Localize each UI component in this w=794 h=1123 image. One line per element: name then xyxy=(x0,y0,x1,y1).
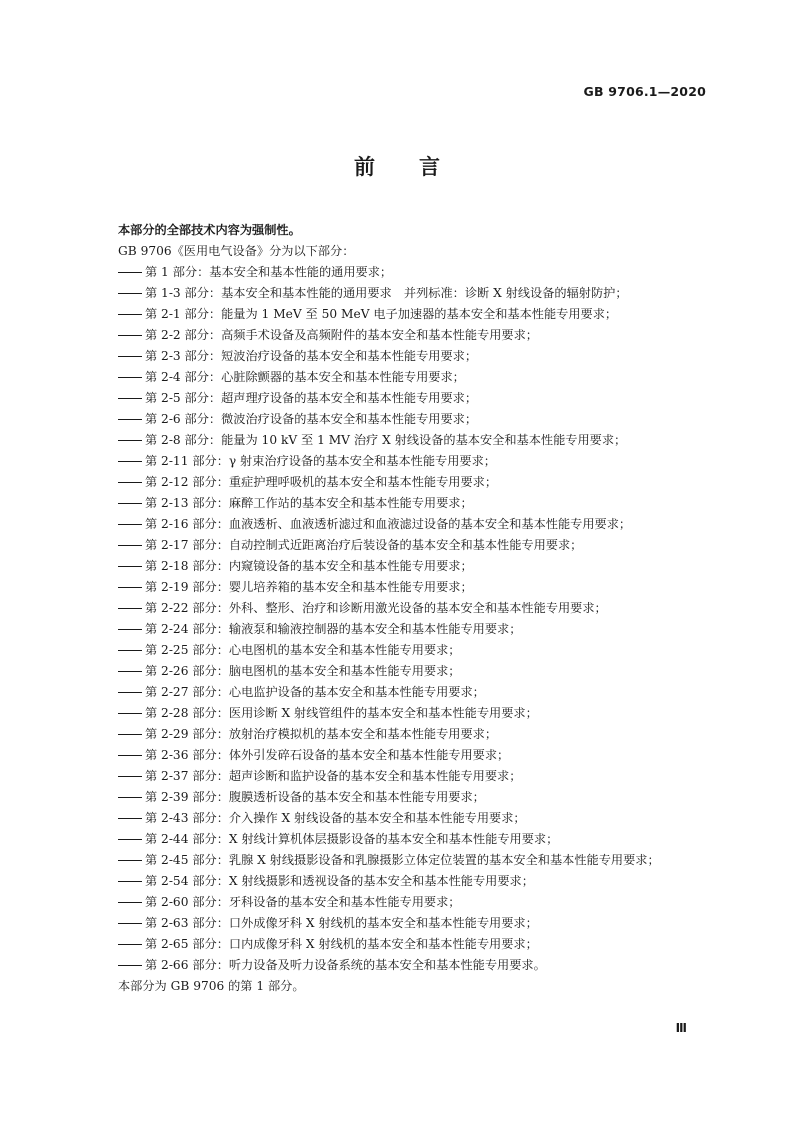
list-item xyxy=(118,829,710,850)
em-dash-marker xyxy=(118,377,142,378)
list-item-text: 第 2-54 部分：X 射线摄影和透视设备的基本安全和基本性能专用要求； xyxy=(145,874,534,888)
em-dash-marker xyxy=(118,671,142,672)
list-item xyxy=(118,787,710,808)
em-dash-marker xyxy=(118,713,142,714)
em-dash-marker xyxy=(118,566,142,567)
foreword-body xyxy=(118,220,710,997)
em-dash-marker xyxy=(118,293,142,294)
list-item-text: 第 2-44 部分：X 射线计算机体层摄影设备的基本安全和基本性能专用要求； xyxy=(145,832,559,846)
list-item xyxy=(118,577,710,598)
list-item xyxy=(118,682,710,703)
list-item xyxy=(118,598,710,619)
list-item-text: 第 2-65 部分：口内成像牙科 X 射线机的基本安全和基本性能专用要求； xyxy=(145,937,538,951)
list-item-text: 第 2-5 部分：超声理疗设备的基本安全和基本性能专用要求； xyxy=(145,391,478,405)
em-dash-marker xyxy=(118,503,142,504)
list-item-text: 第 2-27 部分：心电监护设备的基本安全和基本性能专用要求； xyxy=(145,685,485,699)
list-item-text: 第 2-13 部分：麻醉工作站的基本安全和基本性能专用要求； xyxy=(145,496,473,510)
em-dash-marker xyxy=(118,692,142,693)
list-item xyxy=(118,409,710,430)
list-item xyxy=(118,451,710,472)
em-dash-marker xyxy=(118,524,142,525)
em-dash-marker xyxy=(118,839,142,840)
list-item-text: 第 2-16 部分：血液透析、血液透析滤过和血液滤过设备的基本安全和基本性能专用要求； xyxy=(145,517,632,531)
list-item xyxy=(118,304,710,325)
em-dash-marker xyxy=(118,797,142,798)
list-item-text: 第 2-26 部分：脑电图机的基本安全和基本性能专用要求； xyxy=(145,664,461,678)
list-item xyxy=(118,535,710,556)
list-item-text: 第 2-17 部分：自动控制式近距离治疗后装设备的基本安全和基本性能专用要求； xyxy=(145,538,583,552)
em-dash-marker xyxy=(118,587,142,588)
list-item xyxy=(118,871,710,892)
em-dash-marker xyxy=(118,818,142,819)
list-item-text: 第 2-66 部分：听力设备及听力设备系统的基本安全和基本性能专用要求。 xyxy=(145,958,546,972)
em-dash-marker xyxy=(118,734,142,735)
list-item-text: 第 2-18 部分：内窥镜设备的基本安全和基本性能专用要求； xyxy=(145,559,473,573)
em-dash-marker xyxy=(118,755,142,756)
em-dash-marker xyxy=(118,923,142,924)
list-item-text: 第 2-19 部分：婴儿培养箱的基本安全和基本性能专用要求； xyxy=(145,580,473,594)
em-dash-marker xyxy=(118,944,142,945)
em-dash-marker xyxy=(118,440,142,441)
list-item xyxy=(118,745,710,766)
list-item xyxy=(118,724,710,745)
em-dash-marker xyxy=(118,398,142,399)
closing-text: 本部分为 GB 9706 的第 1 部分。 xyxy=(118,979,305,993)
list-item-text: 第 2-45 部分：乳腺 X 射线摄影设备和乳腺摄影立体定位装置的基本安全和基本性能专用要求； xyxy=(145,853,660,867)
list-item xyxy=(118,808,710,829)
list-item-text: 第 2-39 部分：腹膜透析设备的基本安全和基本性能专用要求； xyxy=(145,790,485,804)
list-item xyxy=(118,619,710,640)
em-dash-marker xyxy=(118,272,142,273)
em-dash-marker xyxy=(118,776,142,777)
em-dash-marker xyxy=(118,650,142,651)
list-item-text: 第 2-60 部分：牙科设备的基本安全和基本性能专用要求； xyxy=(145,895,461,909)
em-dash-marker xyxy=(118,860,142,861)
list-item-text: 第 2-8 部分：能量为 10 kV 至 1 MV 治疗 X 射线设备的基本安全和基本性能专用要求； xyxy=(145,433,627,447)
mandatory-note: 本部分的全部技术内容为强制性。 xyxy=(118,223,301,237)
list-item-text: 第 2-11 部分：γ 射束治疗设备的基本安全和基本性能专用要求； xyxy=(145,454,496,468)
list-item-text: 第 1 部分：基本安全和基本性能的通用要求； xyxy=(145,265,393,279)
list-item xyxy=(118,346,710,367)
list-item-text: 第 2-25 部分：心电图机的基本安全和基本性能专用要求； xyxy=(145,643,461,657)
list-item xyxy=(118,955,710,976)
em-dash-marker xyxy=(118,419,142,420)
list-item-text: 第 2-37 部分：超声诊断和监护设备的基本安全和基本性能专用要求； xyxy=(145,769,522,783)
list-item xyxy=(118,661,710,682)
page-number: Ⅲ xyxy=(675,1021,687,1035)
list-item xyxy=(118,556,710,577)
list-item-text: 第 2-1 部分：能量为 1 MeV 至 50 MeV 电子加速器的基本安全和基本性能专用要求； xyxy=(145,307,618,321)
em-dash-marker xyxy=(118,629,142,630)
list-item-text: 第 2-29 部分：放射治疗模拟机的基本安全和基本性能专用要求； xyxy=(145,727,498,741)
list-item xyxy=(118,472,710,493)
em-dash-marker xyxy=(118,482,142,483)
list-item xyxy=(118,892,710,913)
list-item xyxy=(118,913,710,934)
em-dash-marker xyxy=(118,461,142,462)
list-item xyxy=(118,850,710,871)
page-title: 前言 xyxy=(354,155,484,179)
list-item-text: 第 2-2 部分：高频手术设备及高频附件的基本安全和基本性能专用要求； xyxy=(145,328,538,342)
intro-text: GB 9706《医用电气设备》分为以下部分： xyxy=(118,244,355,258)
list-item-text: 第 2-12 部分：重症护理呼吸机的基本安全和基本性能专用要求； xyxy=(145,475,498,489)
list-item-text: 第 2-28 部分：医用诊断 X 射线管组件的基本安全和基本性能专用要求； xyxy=(145,706,538,720)
list-item-text: 第 2-43 部分：介入操作 X 射线设备的基本安全和基本性能专用要求； xyxy=(145,811,526,825)
list-item xyxy=(118,766,710,787)
em-dash-marker xyxy=(118,881,142,882)
list-item-text: 第 2-3 部分：短波治疗设备的基本安全和基本性能专用要求； xyxy=(145,349,478,363)
list-item xyxy=(118,640,710,661)
em-dash-marker xyxy=(118,545,142,546)
document-id: GB 9706.1—2020 xyxy=(583,84,706,99)
list-item xyxy=(118,934,710,955)
list-item-text: 第 2-22 部分：外科、整形、治疗和诊断用激光设备的基本安全和基本性能专用要求； xyxy=(145,601,607,615)
em-dash-marker xyxy=(118,902,142,903)
list-item xyxy=(118,283,710,304)
list-item-text: 第 2-36 部分：体外引发碎石设备的基本安全和基本性能专用要求； xyxy=(145,748,510,762)
list-item-text: 第 2-6 部分：微波治疗设备的基本安全和基本性能专用要求； xyxy=(145,412,478,426)
list-item xyxy=(118,703,710,724)
em-dash-marker xyxy=(118,608,142,609)
list-item-text: 第 2-63 部分：口外成像牙科 X 射线机的基本安全和基本性能专用要求； xyxy=(145,916,538,930)
list-item xyxy=(118,493,710,514)
list-item xyxy=(118,367,710,388)
list-item-text: 第 1-3 部分：基本安全和基本性能的通用要求 并列标准：诊断 X 射线设备的辐射防护； xyxy=(145,286,628,300)
em-dash-marker xyxy=(118,314,142,315)
list-item-text: 第 2-24 部分：输液泵和输液控制器的基本安全和基本性能专用要求； xyxy=(145,622,522,636)
list-item xyxy=(118,262,710,283)
parts-list xyxy=(118,262,710,976)
em-dash-marker xyxy=(118,965,142,966)
list-item xyxy=(118,430,710,451)
list-item xyxy=(118,514,710,535)
list-item xyxy=(118,325,710,346)
em-dash-marker xyxy=(118,335,142,336)
list-item-text: 第 2-4 部分：心脏除颤器的基本安全和基本性能专用要求； xyxy=(145,370,465,384)
list-item xyxy=(118,388,710,409)
em-dash-marker xyxy=(118,356,142,357)
